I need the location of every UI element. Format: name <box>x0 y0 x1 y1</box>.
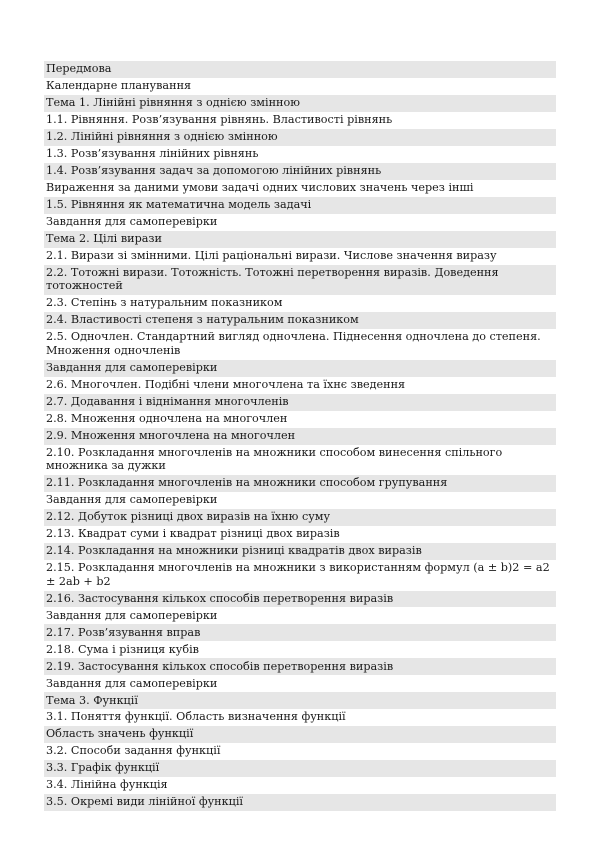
toc-entry: 2.4. Властивості степеня з натуральним показником <box>44 312 556 329</box>
toc-entry: 3.1. Поняття функції. Область визначення функції <box>46 710 346 724</box>
toc-entry: 1.1. Рівняння. Розв’язування рівнянь. Властивості рівнянь <box>46 113 393 127</box>
toc-entry: 1.5. Рівняння як математична модель задачі <box>44 197 556 214</box>
toc-entry: 2.7. Додавання і віднімання многочленів <box>44 394 556 411</box>
toc-entry: Область значень функції <box>44 726 556 743</box>
toc-entry: Календарне планування <box>46 79 192 93</box>
toc-entry: Завдання для самоперевірки <box>44 360 556 377</box>
toc-entry: 2.10. Розкладання многочленів на множники способом винесення спільного множника за дужки <box>46 445 503 473</box>
toc-entry: 1.2. Лінійні рівняння з однією змінною <box>44 129 556 146</box>
toc-entry: 2.15. Розкладання многочленів на множники з використанням формул (a ± b)2 = a2 ± 2ab + b2 <box>46 561 550 588</box>
toc-entry: 1.4. Розв’язування задач за допомогою лінійних рівнянь <box>44 163 556 180</box>
toc-entry: 2.9. Множення многочлена на многочлен <box>44 428 556 445</box>
toc-entry: 2.8. Множення одночлена на многочлен <box>46 411 288 425</box>
toc-entry: 2.13. Квадрат суми і квадрат різниці двох виразів <box>46 527 340 541</box>
toc-entry: Завдання для самоперевірки <box>46 214 218 228</box>
toc-entry: 2.6. Многочлен. Подібні члени многочлена та їхнє зведення <box>46 377 406 391</box>
toc-entry: 3.5. Окремі види лінійної функції <box>44 794 556 811</box>
toc-entry: 3.4. Лінійна функція <box>46 778 168 792</box>
toc-entry: Завдання для самоперевірки <box>46 608 218 622</box>
toc-entry: Вираження за даними умови задачі одних числових значень через інші <box>46 180 474 194</box>
toc-entry: 2.12. Добуток різниці двох виразів на їхню суму <box>44 509 556 526</box>
toc-entry: 3.3. Графік функції <box>44 760 556 777</box>
toc-entry: Тема 1. Лінійні рівняння з однією змінною <box>44 95 556 112</box>
toc-entry: Завдання для самоперевірки <box>46 676 218 690</box>
toc-entry: 2.16. Застосування кількох способів перетворення виразів <box>44 591 556 608</box>
toc-entry: 2.1. Вирази зі змінними. Цілі раціональні вирази. Числове значення виразу <box>46 248 497 262</box>
toc-entry: 2.11. Розкладання многочленів на множники способом групування <box>44 475 556 492</box>
toc-entry: 2.2. Тотожні вирази. Тотожність. Тотожні перетворення виразів. Доведення тотожностей <box>44 265 556 296</box>
toc-entry: 1.3. Розв’язування лінійних рівнянь <box>46 147 259 161</box>
toc-entry: Тема 3. Функції <box>44 692 556 709</box>
toc-entry: 2.14. Розкладання на множники різниці квадратів двох виразів <box>44 543 556 560</box>
toc-entry: 3.2. Способи задання функції <box>46 744 221 758</box>
toc-entry: Передмова <box>44 61 556 78</box>
toc-entry: 2.19. Застосування кількох способів перетворення виразів <box>44 658 556 675</box>
table-of-contents <box>44 61 556 811</box>
toc-entry: Завдання для самоперевірки <box>46 493 218 507</box>
toc-entry: Тема 2. Цілі вирази <box>44 231 556 248</box>
toc-entry: 2.3. Степінь з натуральним показником <box>46 296 283 310</box>
toc-entry: 2.5. Одночлен. Стандартний вигляд одночлена. Піднесення одночлена до степеня. Множення одночленів <box>46 330 541 357</box>
toc-entry: 2.17. Розв’язування вправ <box>44 624 556 641</box>
toc-entry: 2.18. Сума і різниця кубів <box>46 642 199 656</box>
